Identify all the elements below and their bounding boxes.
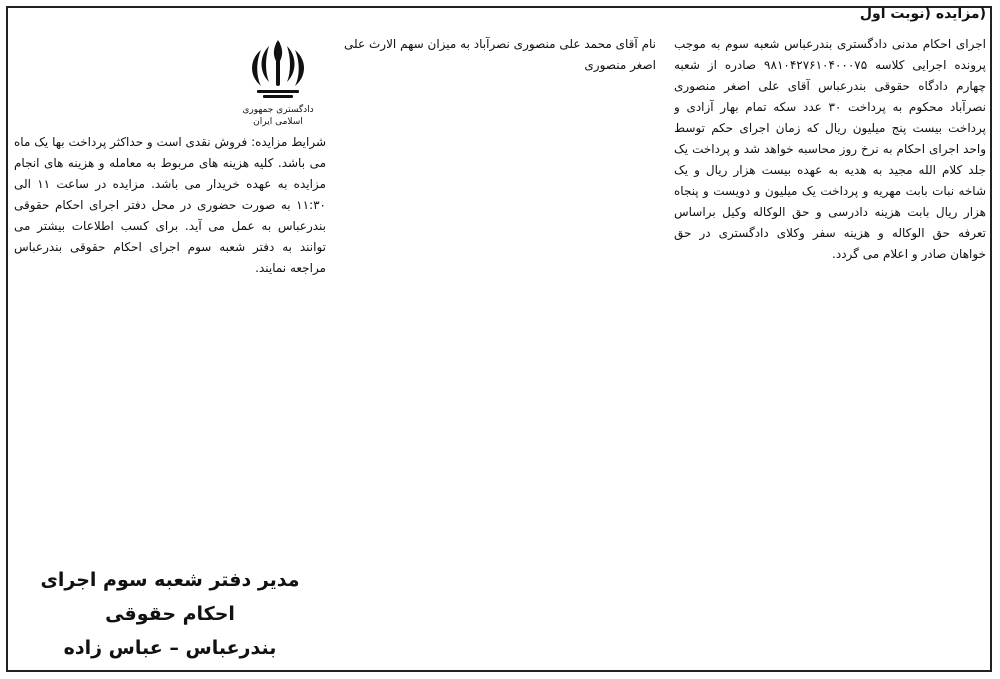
emblem-of-iran-icon <box>243 34 313 104</box>
notice-column-right <box>674 34 986 665</box>
signature-block <box>14 563 326 665</box>
signature-line-1: مدیر دفتر شعبه سوم اجرای احکام حقوقی <box>40 569 300 625</box>
notice-paragraph: شرایط مزایده: فروش نقدی است و حداکثر پرداخت بها یک ماه می باشد. کلیه هزینه های مربوط به معامله و هزینه های انجام مزایده به عهده خریدار می باشد. مزایده در ساعت ۱۱ الی ۱۱:۳۰ به صورت حضوری در محل دفتر اجرای احکام حقوقی بندرعباس به عمل می آید. برای کسب اطلاعات بیشتر می توانند به دفتر شعبه سوم اجرای احکام حقوقی بندرعباس مراجعه نمایند. <box>14 135 326 275</box>
notice-title: (مزایده (نوبت اول <box>859 6 986 22</box>
signature-line-2: بندرعباس – عباس زاده <box>63 637 277 659</box>
notice-column-left <box>14 34 326 665</box>
notice-paragraph: نام آقای محمد علی منصوری نصرآباد به میزان سهم الارث علی اصغر منصوری <box>344 37 656 72</box>
emblem-caption: دادگستری جمهوری اسلامی ایران <box>242 105 314 127</box>
notice-column-middle <box>344 34 656 665</box>
notice-paragraph: اجرای احکام مدنی دادگستری بندرعباس شعبه سوم به موجب پرونده اجرایی کلاسه ۹۸۱۰۴۲۷۶۱۰۴۰۰۰۷۵ صادره از شعبه چهارم دادگاه حقوقی بندرعباس آقای علی اصغر منصوری نصرآباد محکوم به پرداخت ۳۰ عدد سکه تمام بهار آزادی و پرداخت بیست پنج میلیون ریال که زمان اجرای حکم توسط واحد اجرای احکام به نرخ روز محاسبه خواهد شد و پرداخت یک جلد کلام الله مجید به هدیه به عهده بیست هزار ریال و یک شاخه نبات بابت مهریه و پرداخت یک میلیون و دویست و پنجاه هزار ریال بابت هزینه دادرسی و حق الوکاله وکیل براساس تعرفه حق الوکاله و هزینه سفر وکلای دادگستری در حق خواهان صادر و اعلام می گردد. <box>674 37 986 261</box>
notice-columns <box>14 34 986 665</box>
emblem <box>230 34 326 128</box>
